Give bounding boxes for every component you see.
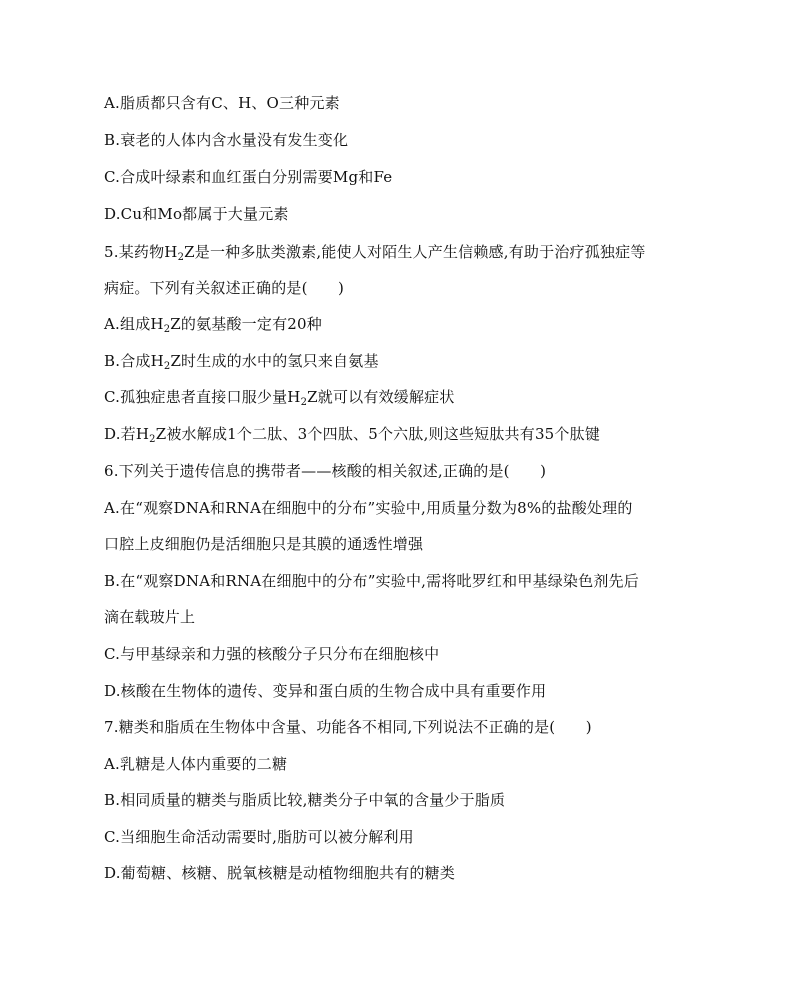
option-7c: C.当细胞生命活动需要时,脂肪可以被分解利用 [104, 828, 414, 846]
option-7b: B.相同质量的糖类与脂质比较,糖类分子中氧的含量少于脂质 [104, 791, 506, 809]
option-4b: B.衰老的人体内含水量没有发生变化 [104, 131, 349, 149]
question-5-stem-line-2: 病症。下列有关叙述正确的是( ) [104, 279, 345, 297]
option-7a: A.乳糖是人体内重要的二糖 [104, 755, 288, 773]
option-4d: D.Cu和Mo都属于大量元素 [104, 205, 289, 223]
option-7d: D.葡萄糖、核糖、脱氧核糖是动植物细胞共有的糖类 [104, 864, 456, 882]
option-6c: C.与甲基绿亲和力强的核酸分子只分布在细胞核中 [104, 645, 440, 663]
option-5d: D.若$H_2Z$被水解成1个二肽、3个四肽、5个六肽,则这些短肽共有35个肽键 [104, 425, 601, 445]
option-6d: D.核酸在生物体的遗传、变异和蛋白质的生物合成中具有重要作用 [104, 682, 547, 700]
question-7-stem: 7.糖类和脂质在生物体中含量、功能各不相同,下列说法不正确的是( ) [104, 718, 592, 736]
option-6a-line-1: A.在“观察DNA和RNA在细胞中的分布”实验中,用质量分数为8%的盐酸处理的 [104, 499, 633, 517]
question-6-stem: 6.下列关于遗传信息的携带者——核酸的相关叙述,正确的是( ) [104, 462, 547, 480]
option-5b: B.合成$H_2Z$时生成的水中的氢只来自氨基 [104, 352, 379, 372]
option-5a: A.组成$H_2Z$的氨基酸一定有20种 [104, 315, 322, 335]
option-4c: C.合成叶绿素和血红蛋白分别需要Mg和Fe [104, 168, 393, 186]
option-6b-line-1: B.在“观察DNA和RNA在细胞中的分布”实验中,需将吡罗红和甲基绿染色剂先后 [104, 572, 639, 590]
option-5c: C.孤独症患者直接口服少量$H_2Z$就可以有效缓解症状 [104, 388, 455, 408]
option-4a: A.脂质都只含有C、H、O三种元素 [104, 94, 340, 112]
option-6a-line-2: 口腔上皮细胞仍是活细胞只是其膜的通透性增强 [104, 535, 424, 553]
option-6b-line-2: 滴在载玻片上 [104, 608, 196, 626]
question-5-stem-line-1: 5.某药物$H_2Z$是一种多肽类激素,能使人对陌生人产生信赖感,有助于治疗孤独症等 [104, 243, 646, 263]
